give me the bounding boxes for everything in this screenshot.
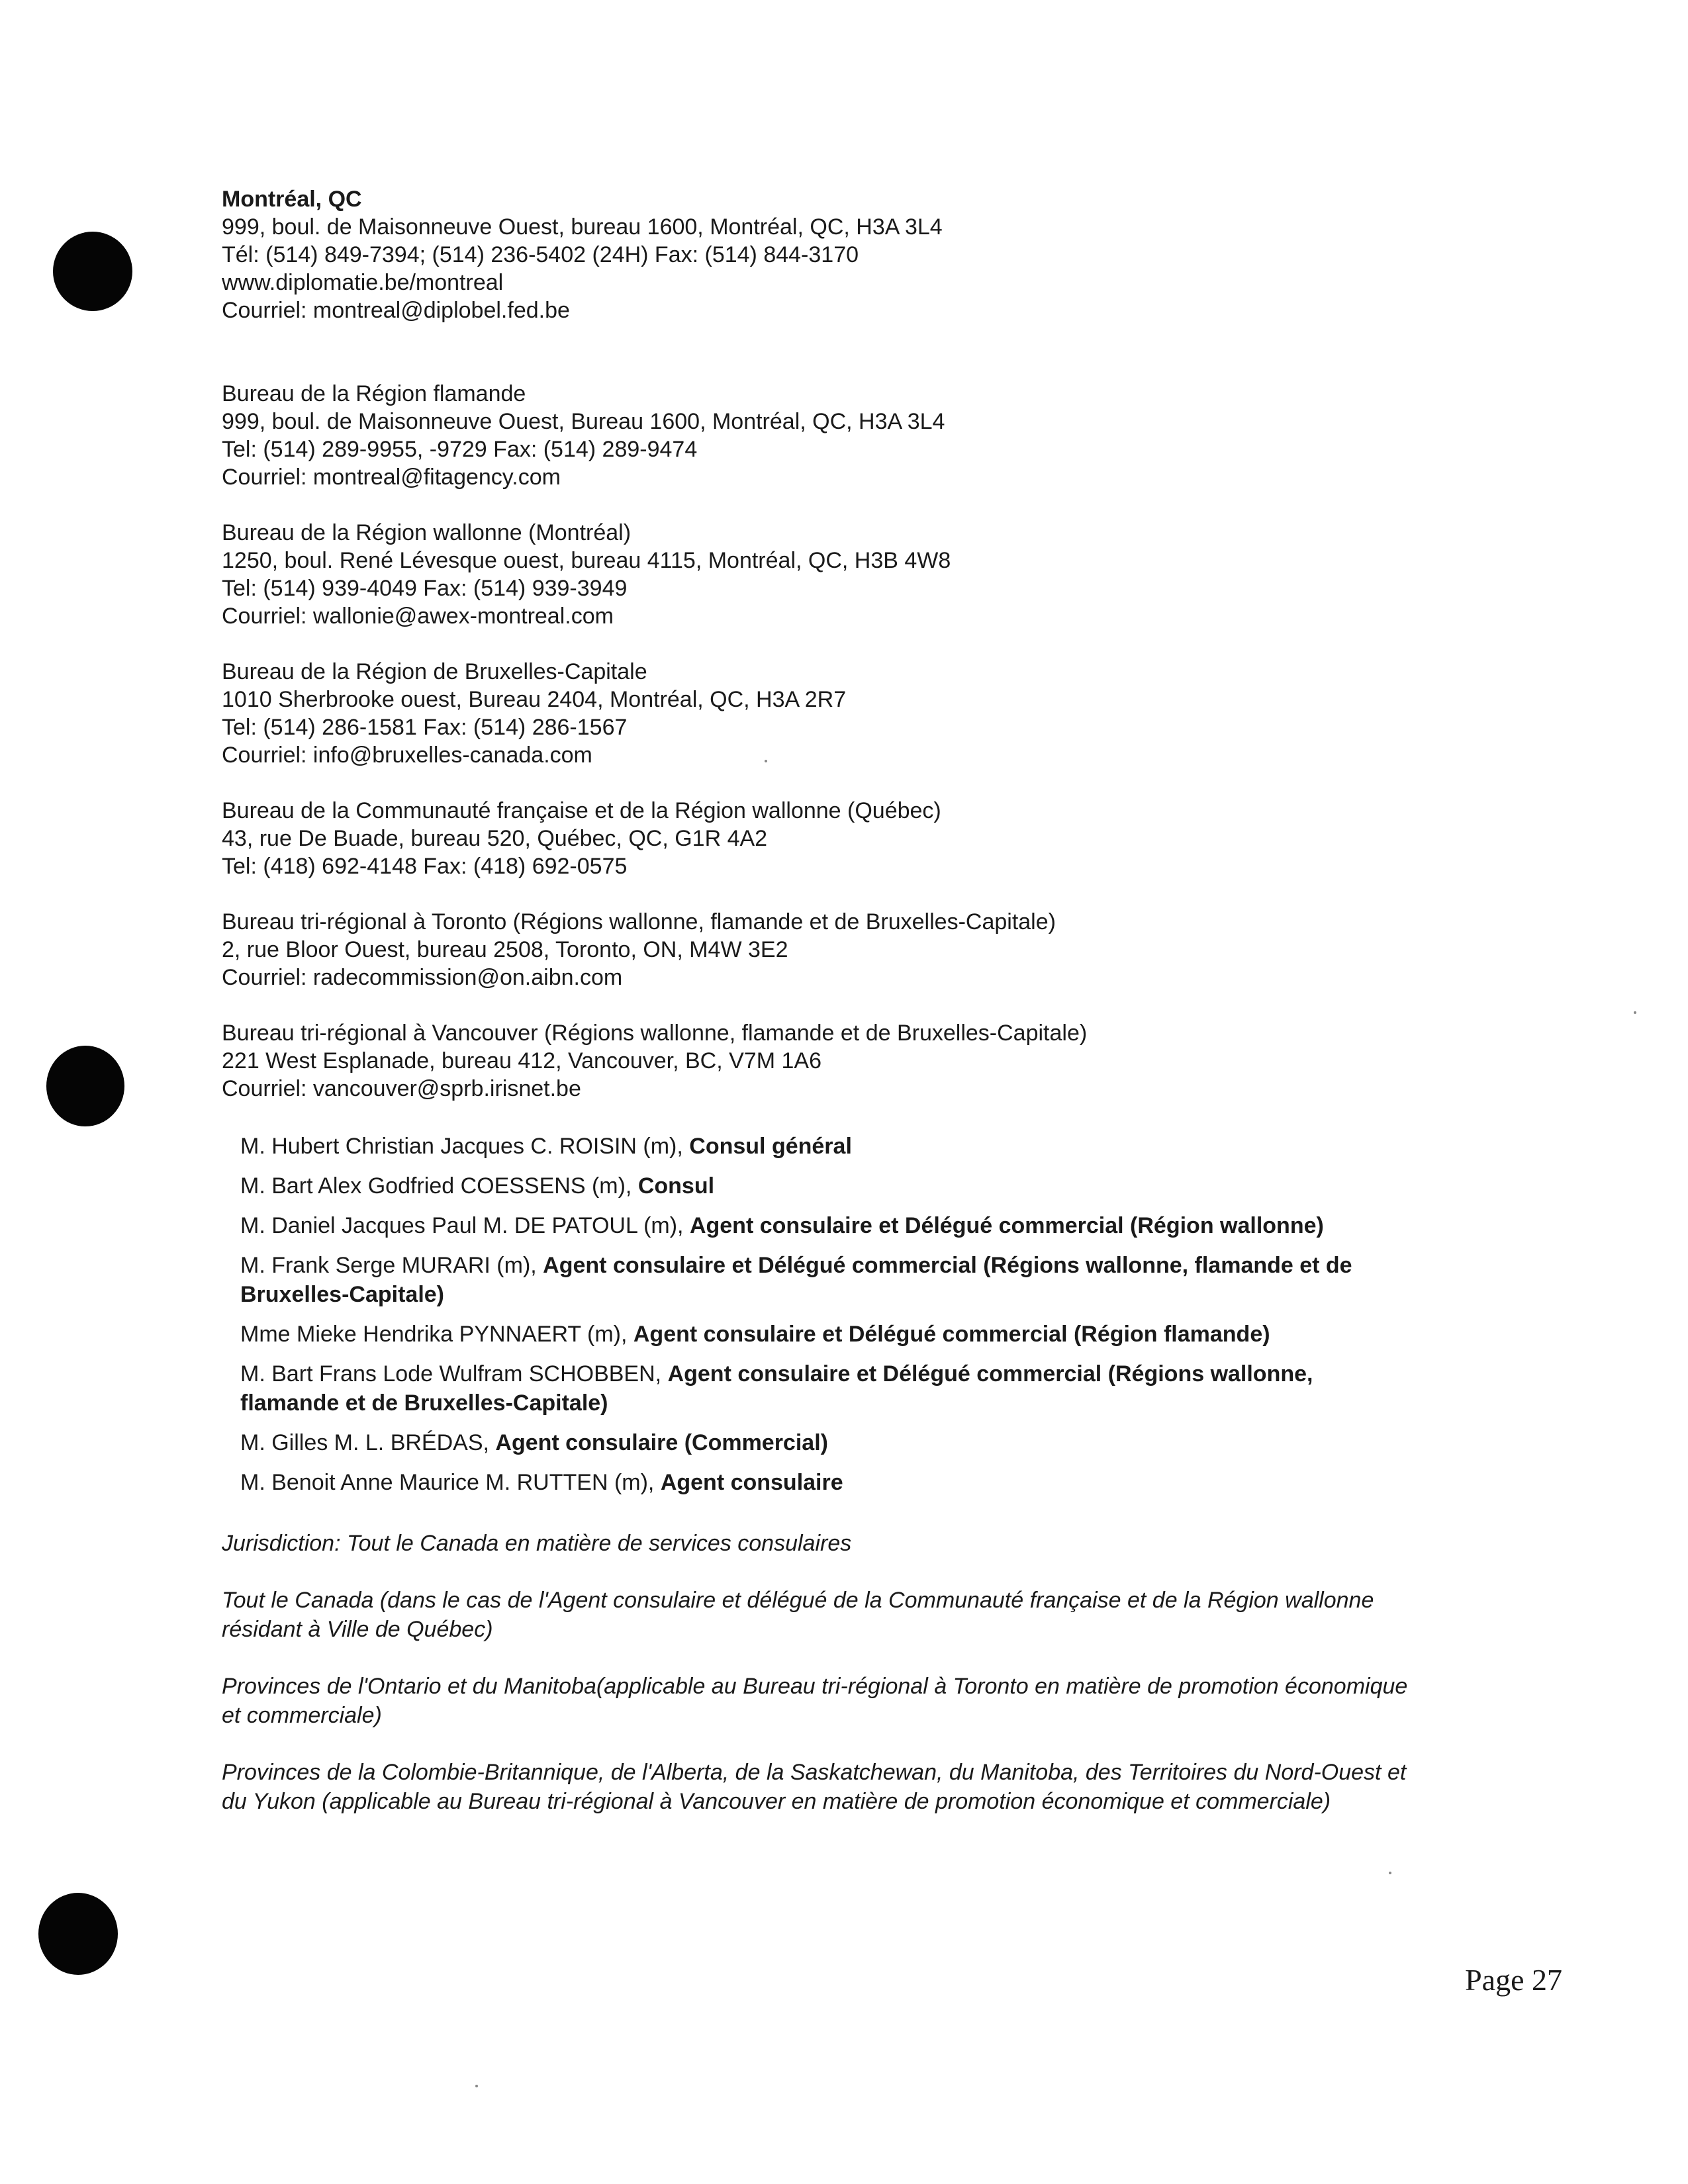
office-website: www.diplomatie.be/montreal xyxy=(222,270,504,295)
staff-item xyxy=(240,1468,1445,1497)
office-block-toronto xyxy=(222,908,1440,991)
staff-list xyxy=(240,1132,1445,1497)
staff-title: Consul xyxy=(637,1173,715,1199)
jurisdiction-item: Jurisdiction: Tout le Canada en matière de services consulaires xyxy=(222,1531,852,1556)
office-block-quebec xyxy=(222,797,1440,880)
staff-name: M. Daniel Jacques Paul M. DE PATOUL (m), xyxy=(240,1213,690,1238)
office-email: Courriel: wallonie@awex-montreal.com xyxy=(222,604,614,629)
office-heading: Bureau tri-régional à Toronto (Régions wallonne, flamande et de Bruxelles-Capitale) xyxy=(222,909,1056,934)
document-body xyxy=(222,185,1440,1844)
staff-title: Consul général xyxy=(689,1134,852,1159)
staff-title: Agent consulaire et Délégué commercial (Régions wallonne, flamande et de Bruxelles-Capitale) xyxy=(240,1253,1352,1307)
staff-name: M. Frank Serge MURARI (m), xyxy=(240,1253,543,1278)
punch-hole xyxy=(38,1893,118,1975)
office-heading: Bureau de la Région flamande xyxy=(222,381,526,406)
staff-name: M. Gilles M. L. BRÉDAS, xyxy=(240,1430,496,1455)
office-heading: Bureau de la Région de Bruxelles-Capitale xyxy=(222,659,647,684)
office-phone: Tel: (514) 289-9955, -9729 Fax: (514) 289-9474 xyxy=(222,437,698,462)
staff-item xyxy=(240,1359,1326,1418)
office-email: Courriel: montreal@diplobel.fed.be xyxy=(222,298,570,323)
office-block-brussels xyxy=(222,658,1440,769)
scan-speck xyxy=(1634,1011,1636,1014)
staff-item xyxy=(240,1428,1445,1457)
office-heading: Bureau de la Communauté française et de la Région wallonne (Québec) xyxy=(222,798,941,823)
office-email: Courriel: info@bruxelles-canada.com xyxy=(222,743,592,768)
office-block-walloon xyxy=(222,519,1440,630)
office-block-flemish xyxy=(222,380,1440,491)
staff-item xyxy=(240,1320,1445,1349)
office-address: 999, boul. de Maisonneuve Ouest, Bureau 1600, Montréal, QC, H3A 3L4 xyxy=(222,409,945,434)
staff-name: M. Bart Frans Lode Wulfram SCHOBBEN, xyxy=(240,1361,668,1387)
office-heading: Bureau de la Région wallonne (Montréal) xyxy=(222,520,632,545)
office-address: 2, rue Bloor Ouest, bureau 2508, Toronto, ON, M4W 3E2 xyxy=(222,937,788,962)
office-heading: Bureau tri-régional à Vancouver (Régions wallonne, flamande et de Bruxelles-Capitale) xyxy=(222,1021,1088,1046)
staff-title: Agent consulaire et Délégué commercial (Régions wallonne, flamande et de Bruxelles-Capitale) xyxy=(240,1361,1313,1416)
office-heading: Montréal, QC xyxy=(222,187,362,212)
office-phone: Tél: (514) 849-7394; (514) 236-5402 (24H) Fax: (514) 844-3170 xyxy=(222,242,859,267)
office-block-vancouver xyxy=(222,1019,1440,1103)
scan-speck xyxy=(1389,1872,1391,1874)
office-address: 1010 Sherbrooke ouest, Bureau 2404, Montréal, QC, H3A 2R7 xyxy=(222,687,847,712)
office-phone: Tel: (418) 692-4148 Fax: (418) 692-0575 xyxy=(222,854,628,879)
staff-title: Agent consulaire et Délégué commercial (Région wallonne) xyxy=(689,1213,1324,1238)
staff-item xyxy=(240,1171,1445,1201)
page-number: Page 27 xyxy=(1465,1963,1562,1997)
jurisdiction-item: Provinces de la Colombie-Britannique, de l'Alberta, de la Saskatchewan, du Manitoba, des Territoires du Nord-Ouest et du Yukon (applicable au Bureau tri-régional à Vancouver en matière de promotion économique et commerciale) xyxy=(222,1760,1407,1814)
office-address: 1250, boul. René Lévesque ouest, bureau 4115, Montréal, QC, H3B 4W8 xyxy=(222,548,951,573)
office-address: 221 West Esplanade, bureau 412, Vancouver, BC, V7M 1A6 xyxy=(222,1048,821,1073)
office-email: Courriel: montreal@fitagency.com xyxy=(222,465,561,490)
staff-title: Agent consulaire (Commercial) xyxy=(495,1430,828,1455)
staff-name: Mme Mieke Hendrika PYNNAERT (m), xyxy=(240,1322,633,1347)
staff-name: M. Bart Alex Godfried COESSENS (m), xyxy=(240,1173,638,1199)
punch-hole xyxy=(53,232,132,311)
jurisdiction-section xyxy=(222,1529,1427,1816)
scan-speck xyxy=(475,2085,478,2087)
jurisdiction-item: Provinces de l'Ontario et du Manitoba(applicable au Bureau tri-régional à Toronto en matière de promotion économique et commerciale) xyxy=(222,1674,1408,1728)
office-phone: Tel: (514) 939-4049 Fax: (514) 939-3949 xyxy=(222,576,628,601)
staff-item xyxy=(240,1132,1445,1161)
staff-name: M. Benoit Anne Maurice M. RUTTEN (m), xyxy=(240,1470,661,1495)
staff-name: M. Hubert Christian Jacques C. ROISIN (m), xyxy=(240,1134,690,1159)
staff-item xyxy=(240,1251,1445,1309)
jurisdiction-item: Tout le Canada (dans le cas de l'Agent consulaire et délégué de la Communauté française et de la Région wallonne résidant à Ville de Québec) xyxy=(222,1588,1374,1642)
office-address: 999, boul. de Maisonneuve Ouest, bureau 1600, Montréal, QC, H3A 3L4 xyxy=(222,214,943,240)
office-address: 43, rue De Buade, bureau 520, Québec, QC, G1R 4A2 xyxy=(222,826,768,851)
staff-title: Agent consulaire et Délégué commercial (Région flamande) xyxy=(633,1322,1270,1347)
office-email: Courriel: radecommission@on.aibn.com xyxy=(222,965,623,990)
office-phone: Tel: (514) 286-1581 Fax: (514) 286-1567 xyxy=(222,715,628,740)
staff-item xyxy=(240,1211,1326,1240)
office-block-consulate xyxy=(222,185,1440,324)
punch-hole xyxy=(46,1046,124,1126)
office-email: Courriel: vancouver@sprb.irisnet.be xyxy=(222,1076,581,1101)
staff-title: Agent consulaire xyxy=(660,1470,843,1495)
